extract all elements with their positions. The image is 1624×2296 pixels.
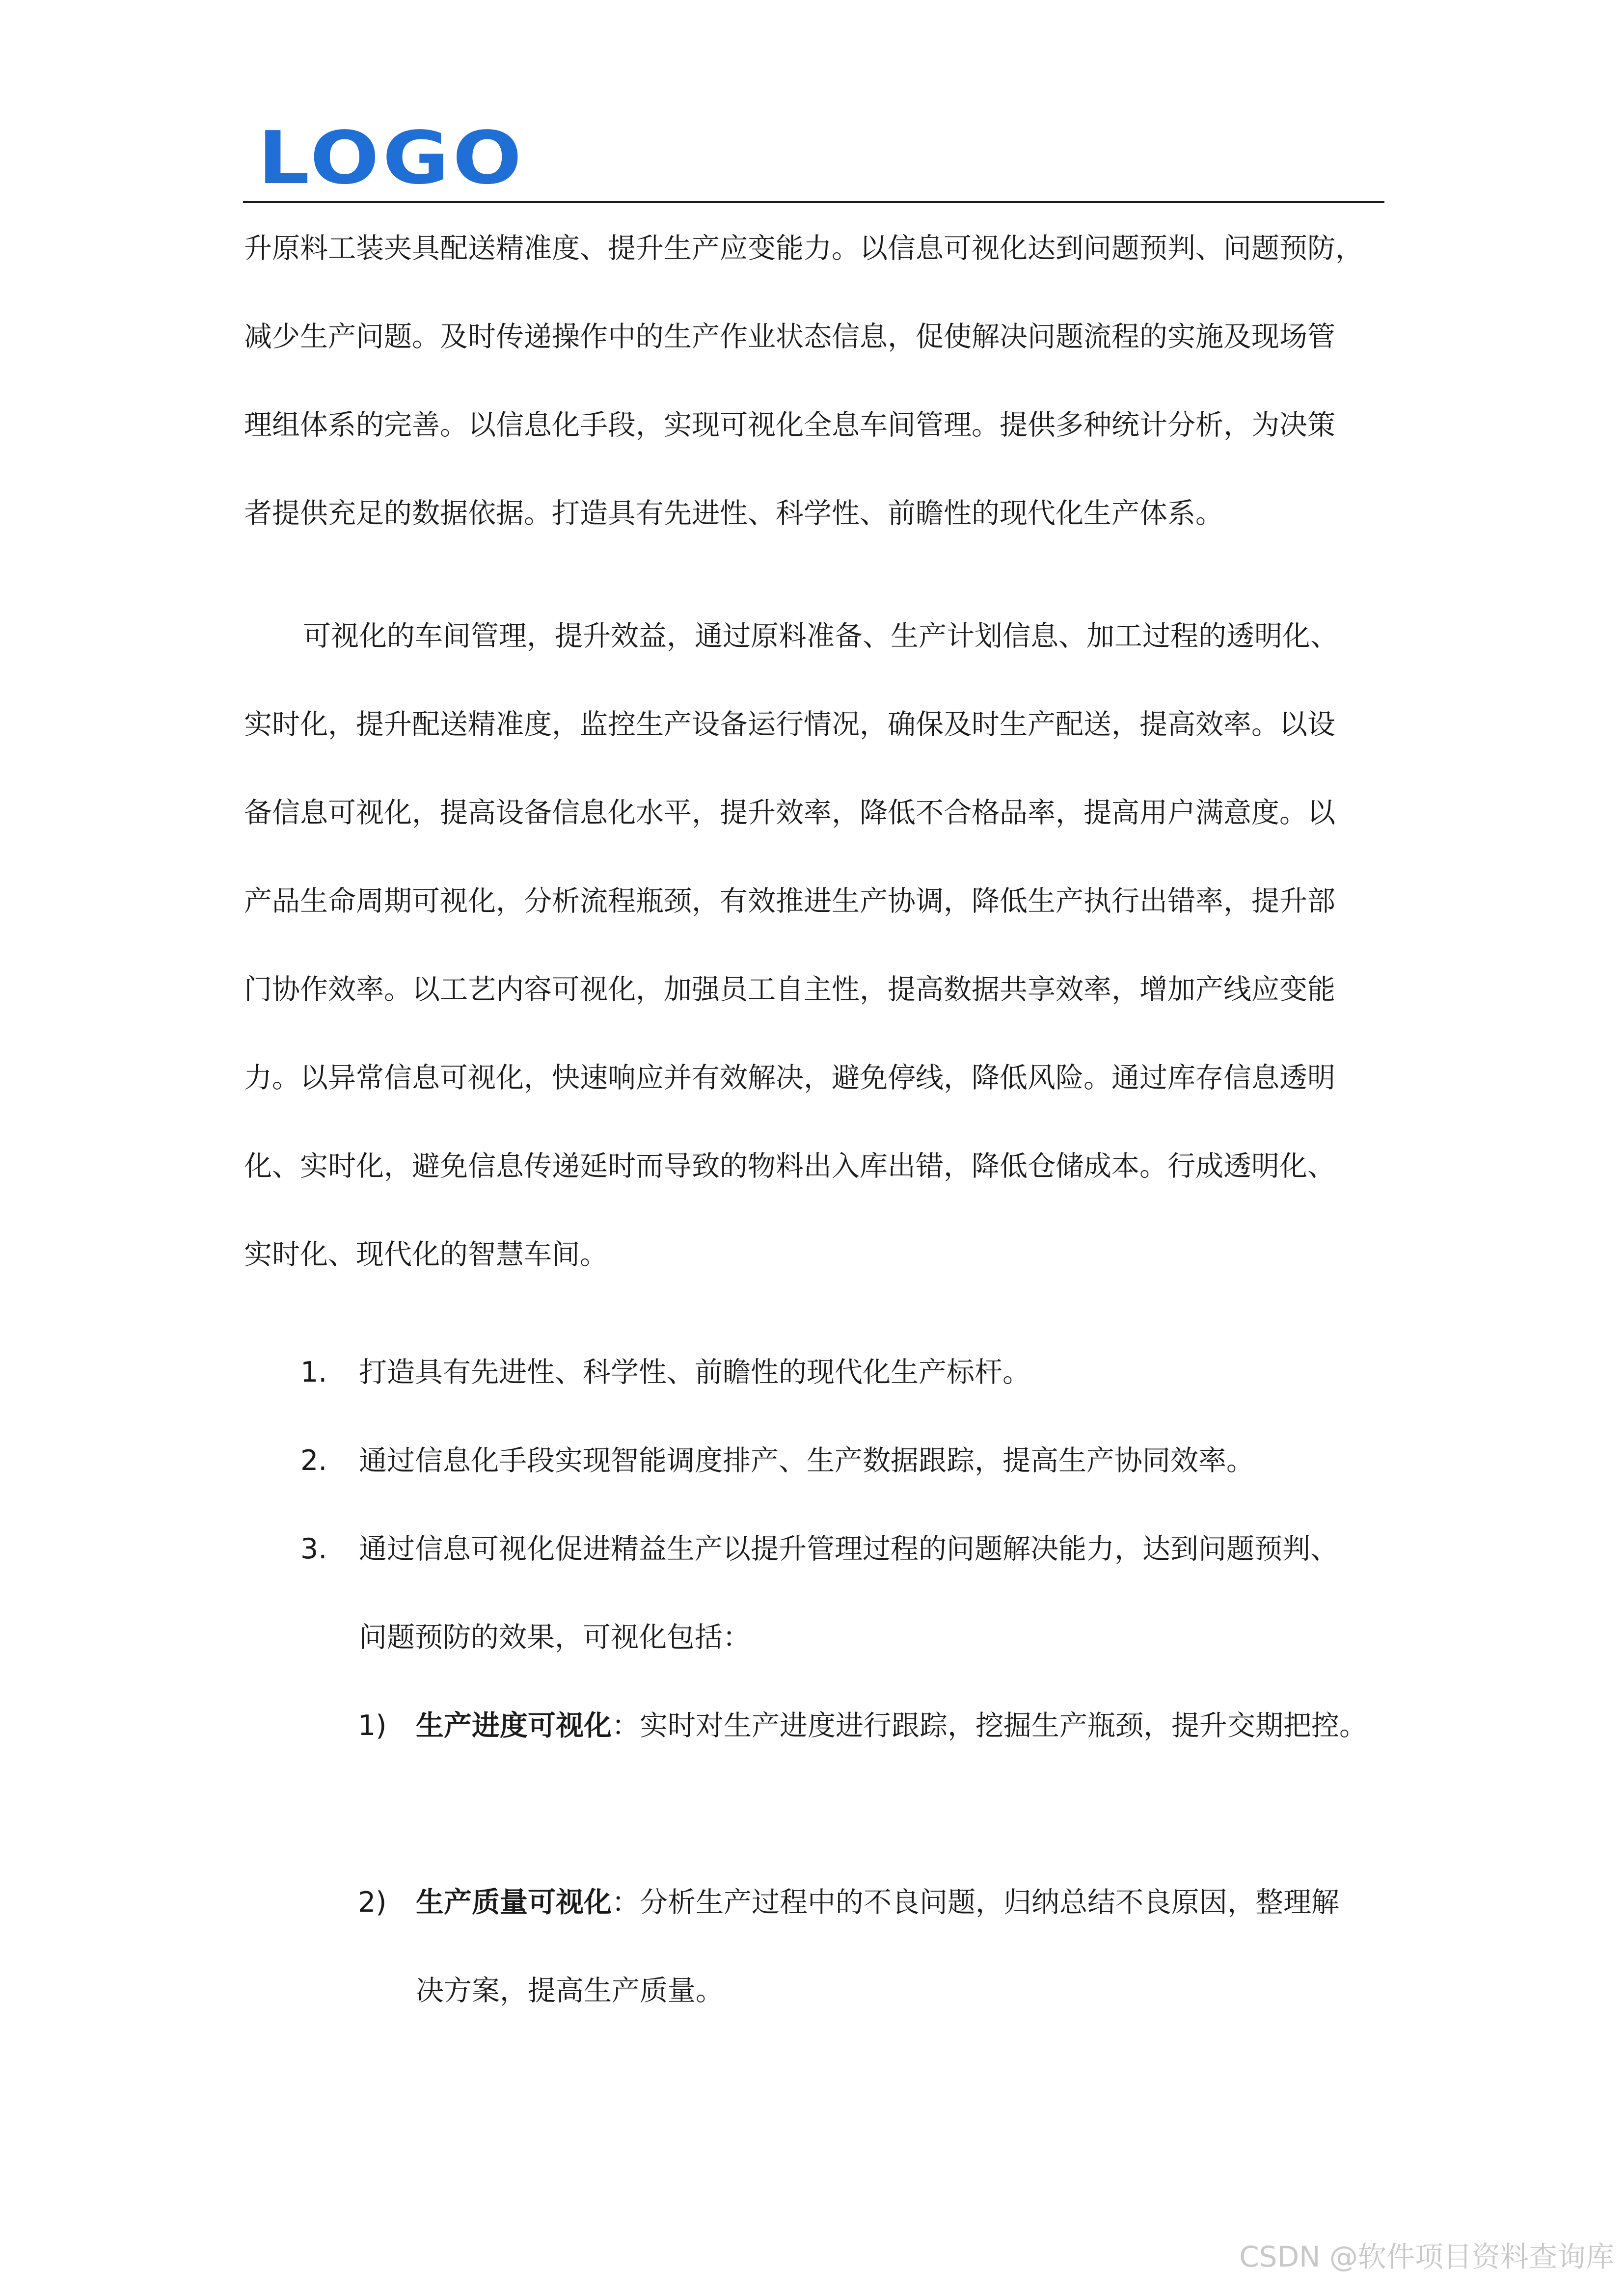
- header-divider: [243, 201, 1384, 203]
- paragraph-line: 门协作效率。以工艺内容可视化，加强员工自主性，提高数据共享效率，增加产线应变能: [244, 973, 1335, 1006]
- paragraph-line: 化、实时化，避免信息传递延时而导致的物料出入库出错，降低仓储成本。行成透明化、: [244, 1150, 1335, 1182]
- list-item-text: 打造具有先进性、科学性、前瞻性的现代化生产标杆。: [359, 1356, 1030, 1388]
- sub-list-description: ：实时对生产进度进行跟踪，挖掘生产瓶颈，提升交期把控。: [612, 1709, 1367, 1742]
- list-number: 1.: [300, 1356, 327, 1388]
- paragraph-line: 力。以异常信息可视化，快速响应并有效解决，避免停线，降低风险。通过库存信息透明: [244, 1062, 1335, 1094]
- sub-list-description: ：分析生产过程中的不良问题，归纳总结不良原因，整理解: [612, 1886, 1339, 1919]
- paragraph-line: 升原料工装夹具配送精准度、提升生产应变能力。以信息可视化达到问题预判、问题预防，: [244, 232, 1363, 265]
- list-item-text: 通过信息可视化促进精益生产以提升管理过程的问题解决能力，达到问题预判、: [359, 1533, 1338, 1565]
- sub-list-description: 决方案，提高生产质量。: [416, 1975, 724, 2007]
- logo: [258, 116, 525, 200]
- sub-list-label: 生产质量可视化: [416, 1886, 612, 1919]
- paragraph-line: 产品生命周期可视化，分析流程瓶颈，有效推进生产协调，降低生产执行出错率，提升部: [244, 885, 1335, 917]
- sub-list-text: [416, 1706, 1367, 1745]
- paragraph-line: 实时化、现代化的智慧车间。: [244, 1238, 608, 1271]
- sub-list-number: 1): [358, 1709, 387, 1742]
- list-item-text: 问题预防的效果，可视化包括：: [359, 1621, 751, 1654]
- logo-text: LOGO: [258, 116, 525, 200]
- paragraph-line: 可视化的车间管理，提升效益，通过原料准备、生产计划信息、加工过程的透明化、: [303, 620, 1338, 652]
- list-item-text: 通过信息化手段实现智能调度排产、生产数据跟踪，提高生产协同效率。: [359, 1444, 1254, 1477]
- sub-list-number: 2): [358, 1886, 387, 1919]
- sub-list-label: 生产进度可视化: [416, 1709, 612, 1742]
- paragraph-line: 者提供充足的数据依据。打造具有先进性、科学性、前瞻性的现代化生产体系。: [244, 497, 1223, 530]
- list-number: 3.: [300, 1533, 327, 1565]
- paragraph-line: 理组体系的完善。以信息化手段，实现可视化全息车间管理。提供多种统计分析，为决策: [244, 409, 1335, 441]
- sub-list-text: [416, 1883, 1339, 1922]
- paragraph-line: 实时化，提升配送精准度，监控生产设备运行情况，确保及时生产配送，提高效率。以设: [244, 708, 1335, 741]
- watermark: CSDN @软件项目资料查询库: [1239, 2240, 1614, 2273]
- list-number: 2.: [300, 1444, 327, 1477]
- paragraph-line: 减少生产问题。及时传递操作中的生产作业状态信息，促使解决问题流程的实施及现场管: [244, 320, 1335, 353]
- paragraph-line: 备信息可视化，提高设备信息化水平，提升效率，降低不合格品率，提高用户满意度。以: [244, 797, 1335, 829]
